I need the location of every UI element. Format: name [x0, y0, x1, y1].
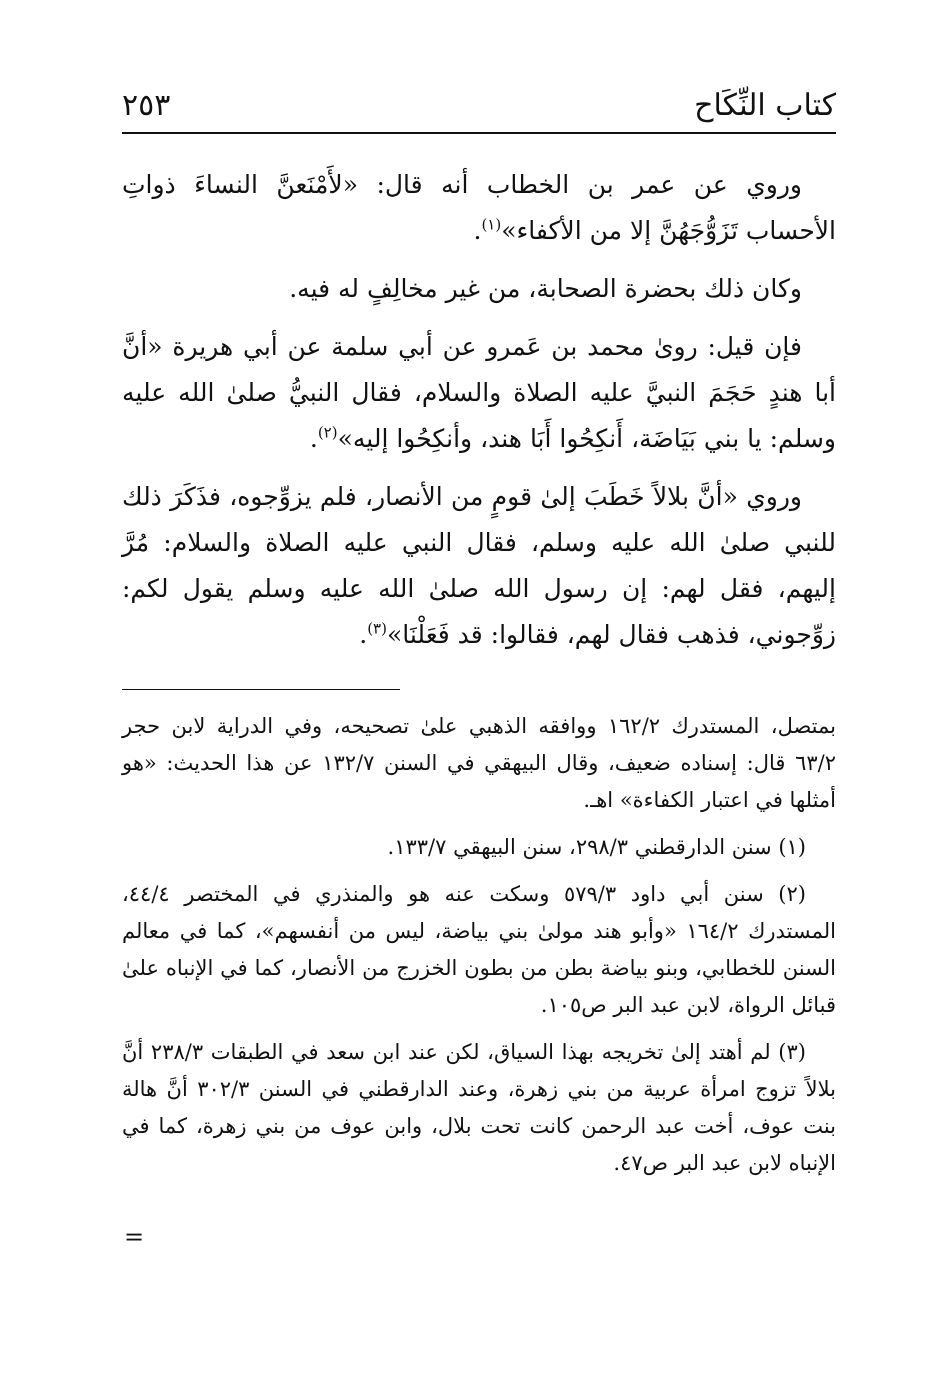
- paragraph-abu-hind-end: .: [309, 424, 318, 453]
- paragraph-bilal-end: .: [359, 620, 368, 649]
- footnote-1: (١) سنن الدارقطني ٢٩٨/٣، سنن البيهقي ١٣٣/٧.: [387, 835, 806, 859]
- header-rule: [122, 132, 836, 134]
- paragraph-bilal: [122, 474, 836, 658]
- paragraph-bilal-text: وروي «أنَّ بلالاً خَطَبَ إلىٰ قومٍ من الأنصار، فلم يزوِّجوه، فذَكَرَ ذلك للنبي صلىٰ الله عليه وسلم، فقال النبي عليه الصلاة والسلام: مُرَّ إليهم، فقل لهم: إن رسول الله صلىٰ الله عليه وسلم يقول لكم: زوِّجوني، فذهب فقال لهم، فقالوا: قد فَعَلْنَا»: [122, 482, 836, 649]
- footnote-ref-3: (٣): [367, 619, 387, 638]
- footnote-continuation: بمتصل، المستدرك ١٦٢/٢ ووافقه الذهبي علىٰ تصحيحه، وفي الدراية لابن حجر ٦٣/٢ قال: إسناده ضعيف، وقال البيهقي في السنن ١٣٢/٧ عن هذا الحديث: «هو أمثلها في اعتبار الكفاءة» اهـ.: [122, 714, 837, 812]
- footnote-2: (٢) سنن أبي داود ٥٧٩/٣ وسكت عنه هو والمنذري في المختصر ٤٤/٤، المستدرك ١٦٤/٢ «وأبو هند مولىٰ بني بياضة، ليس من أنفسهم»، كما في معالم السنن للخطابي، وبنو بياضة بطن من بطون الخزرج من الأنصار، كما في الإنباه علىٰ قبائل الرواة، لابن عبد البر ص١٠٥.: [122, 882, 836, 1017]
- continuation-mark: =: [124, 1223, 145, 1251]
- page-header: [122, 82, 836, 132]
- paragraph-umar: [122, 162, 836, 254]
- running-title: كتاب النِّكَاح: [694, 88, 836, 123]
- footnote-3: (٣) لم أهتد إلىٰ تخريجه بهذا السياق، لكن عند ابن سعد في الطبقات ٢٣٨/٣ أنَّ بلالاً تزوج امرأة عربية من بني زهرة، وعند الدارقطني في السنن ٣٠٢/٣ أنَّ هالة بنت عوف، أخت عبد الرحمن كانت تحت بلال، وابن عوف من بني زهرة، كما في الإنباه لابن عبد البر ص٤٧.: [122, 1040, 836, 1175]
- paragraph-sahaba: وكان ذلك بحضرة الصحابة، من غير مخالِفٍ له فيه.: [289, 274, 802, 303]
- paragraph-abu-hind-text: فإن قيل: روىٰ محمد بن عَمرو عن أبي سلمة عن أبي هريرة «أنَّ أبا هندٍ حَجَمَ النبيَّ عليه الصلاة والسلام، فقال النبيُّ صلىٰ الله عليه وسلم: يا بني بَيَاضَة، أَنكِحُوا أَبَا هند، وأنكِحُوا إليه»: [122, 332, 836, 453]
- footnote-separator: [122, 689, 400, 690]
- paragraph-umar-text: وروي عن عمر بن الخطاب أنه قال: «لأَمْنَعنَّ النساءَ ذواتِ الأحساب تَزَوُّجَهُنَّ إلا من الأكفاء»: [122, 170, 836, 245]
- footnotes: [122, 708, 836, 1192]
- paragraph-abu-hind: [122, 324, 836, 462]
- paragraph-umar-end: .: [473, 216, 482, 245]
- footnote-ref-2: (٢): [317, 423, 338, 442]
- main-text: [122, 162, 836, 670]
- page-number: ٢٥٣: [122, 88, 171, 123]
- footnote-ref-1: (١): [481, 215, 502, 234]
